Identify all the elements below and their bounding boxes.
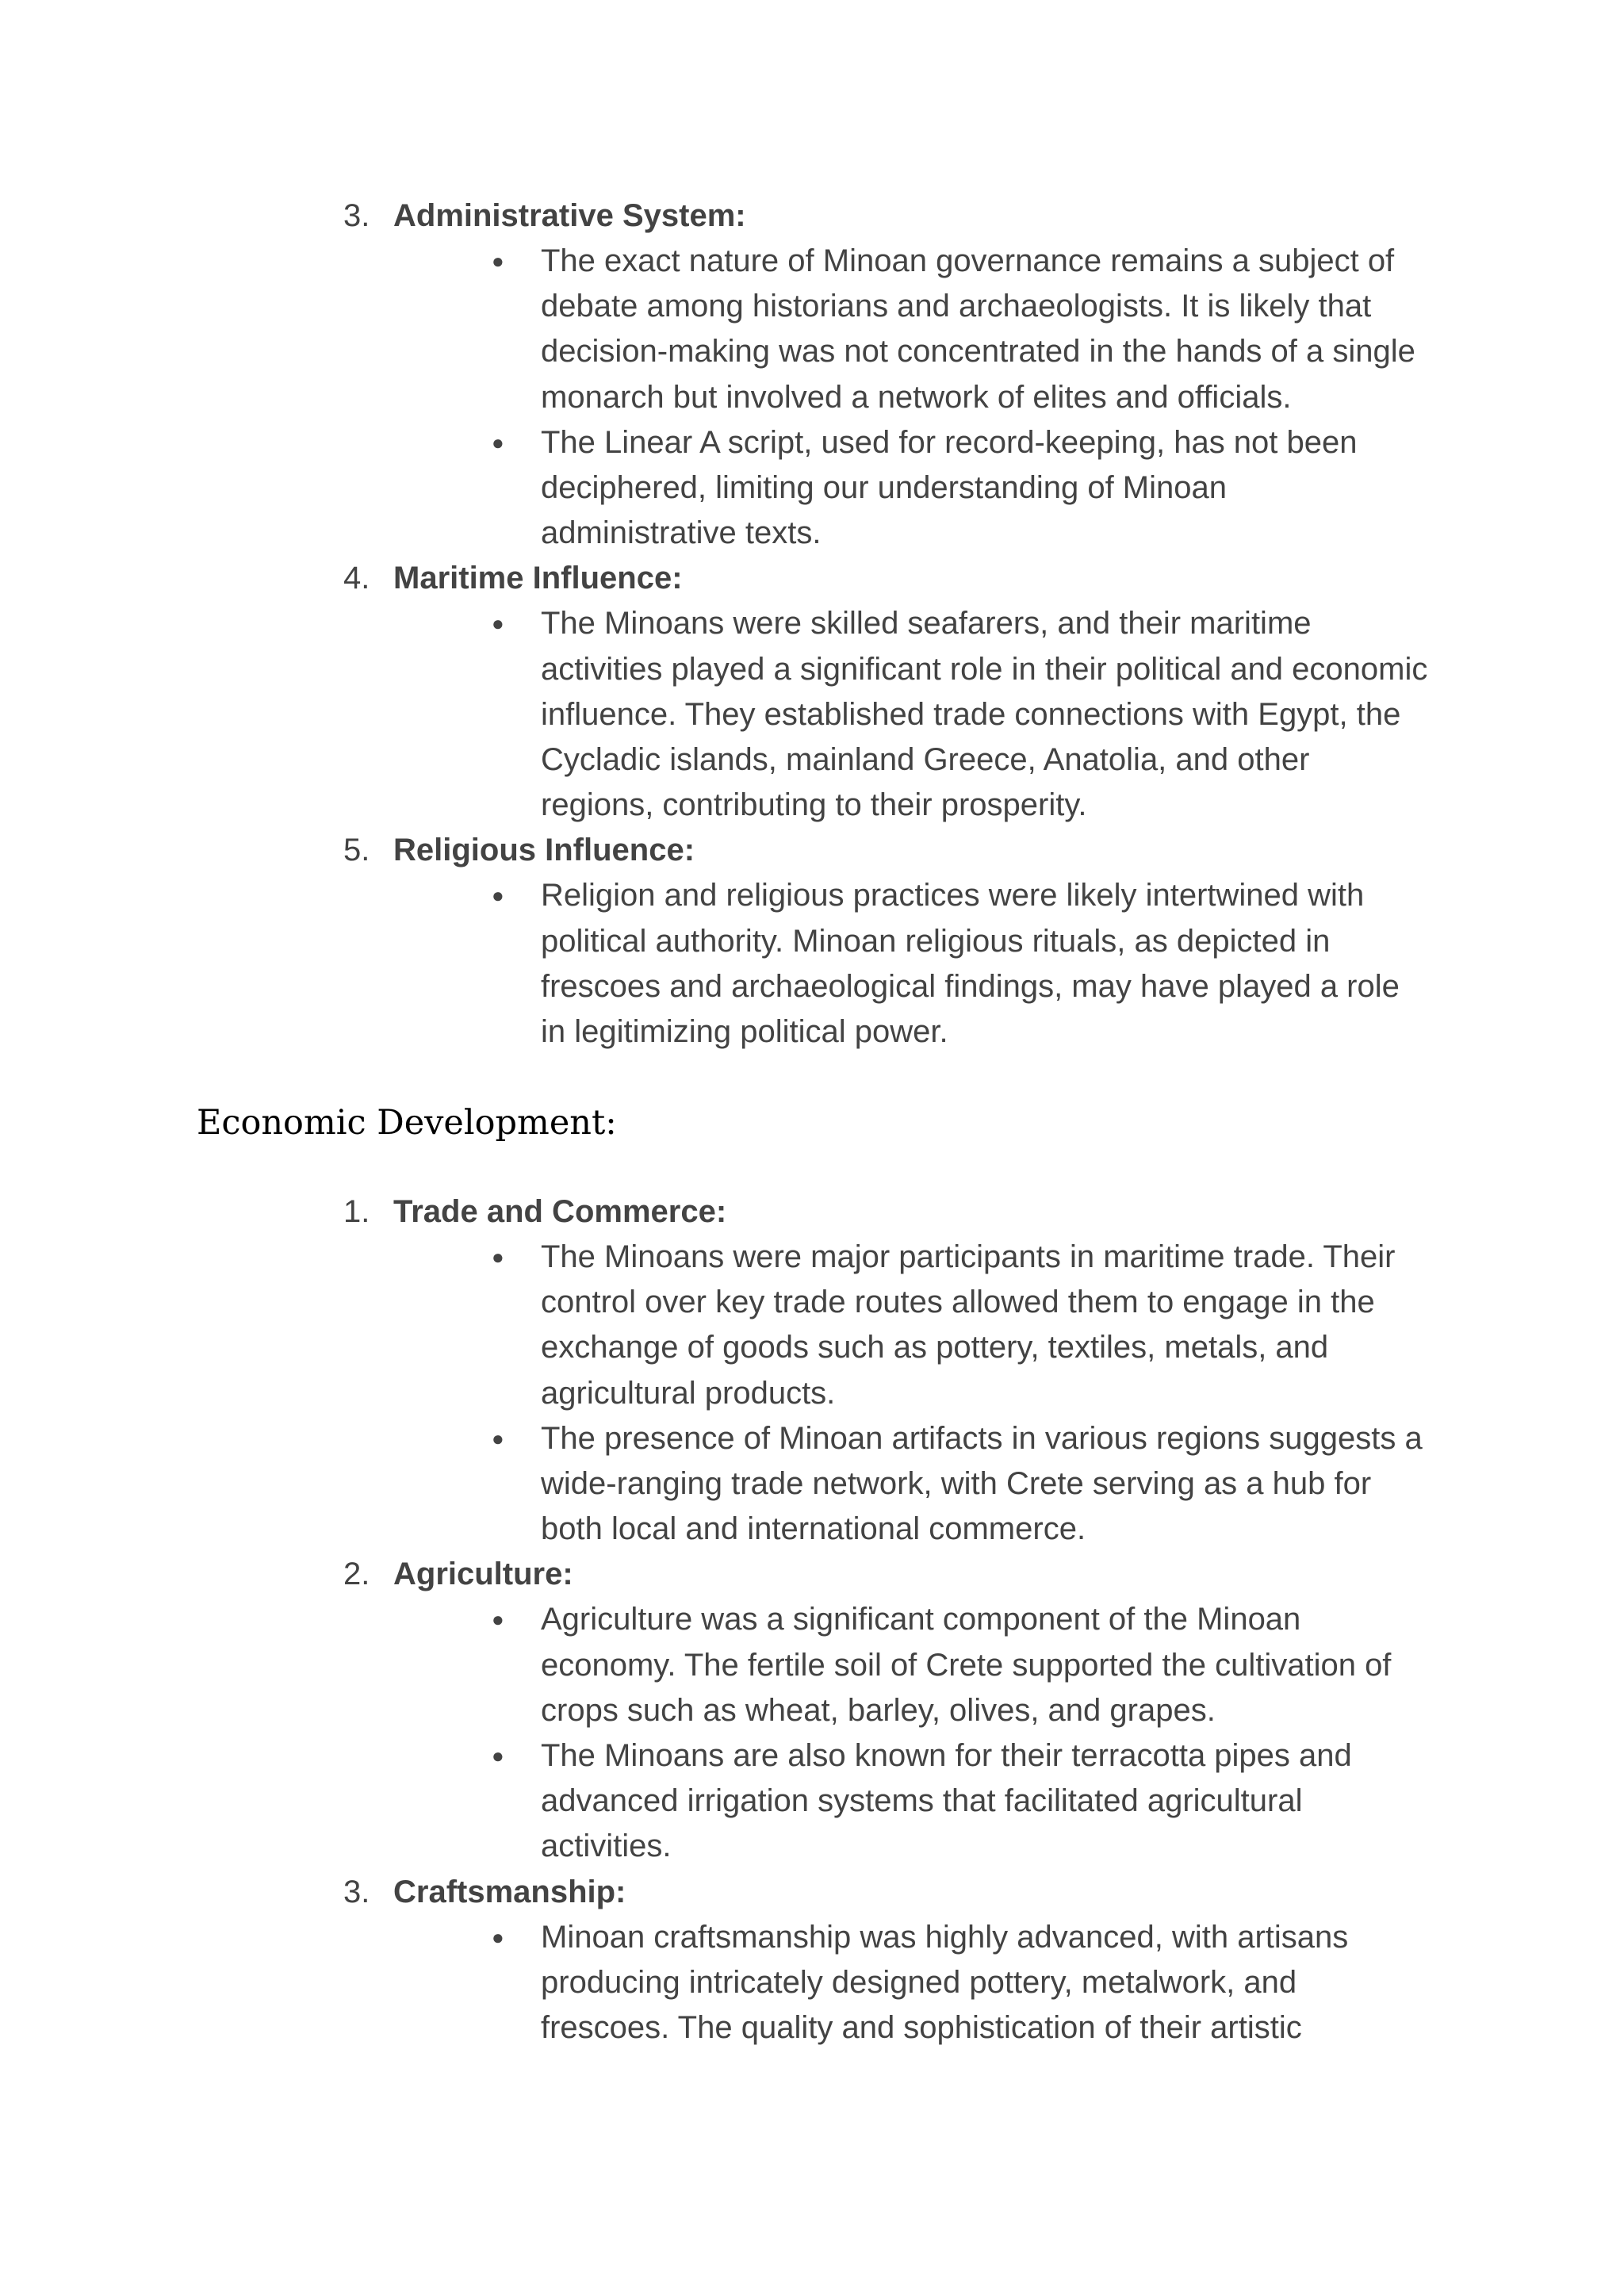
bullet-text: The exact nature of Minoan governance remains a subject of debate among historians and archaeologists. It is likely that decision-making was not concentrated in the hands of a single monarch but involved a network of elites and officials. <box>541 243 1415 415</box>
list-number: 4. <box>343 561 370 596</box>
list-item-title: Agriculture: <box>393 1557 573 1592</box>
bullet-icon: ● <box>492 1426 504 1450</box>
bullet-icon: ● <box>492 249 504 273</box>
list-item-heading <box>0 1870 1624 1915</box>
list-number: 5. <box>343 833 370 868</box>
bullet-point <box>492 239 1429 420</box>
list-number: 2. <box>343 1557 370 1592</box>
list-item-heading <box>0 828 1624 873</box>
bullet-point <box>492 873 1429 1055</box>
bullet-point <box>492 1597 1429 1733</box>
bullet-text: The Minoans were major participants in maritime trade. Their control over key trade routes allowed them to engage in the exchange of goods such as pottery, textiles, metals, and agricultural products. <box>541 1239 1396 1411</box>
list-item-heading <box>0 556 1624 601</box>
bullet-point <box>492 1235 1429 1416</box>
bullet-text: The Minoans are also known for their terracotta pipes and advanced irrigation systems that facilitated agricultural activities. <box>541 1738 1352 1864</box>
list-item-religious-influence <box>0 828 1624 1055</box>
list-item-administrative-system <box>0 193 1624 556</box>
bullet-icon: ● <box>492 611 504 636</box>
list-item-trade-and-commerce <box>0 1189 1624 1552</box>
bullet-text: The Linear A script, used for record-keeping, has not been deciphered, limiting our understanding of Minoan administrative texts. <box>541 424 1358 551</box>
list-item-title: Religious Influence: <box>393 833 695 868</box>
list-item-title: Maritime Influence: <box>393 561 683 596</box>
bullet-point <box>492 1733 1429 1870</box>
list-number: 3. <box>343 198 370 233</box>
list-item-agriculture <box>0 1552 1624 1869</box>
list-item-title: Administrative System: <box>393 198 746 233</box>
list-item-title: Craftsmanship: <box>393 1874 626 1909</box>
economic-list <box>0 1189 1624 2051</box>
bullet-text: Agriculture was a significant component of the Minoan economy. The fertile soil of Crete supported the cultivation of crops such as wheat, barley, olives, and grapes. <box>541 1602 1392 1728</box>
bullet-icon: ● <box>492 883 504 908</box>
bullet-icon: ● <box>492 1245 504 1269</box>
list-item-craftsmanship <box>0 1870 1624 2051</box>
list-number: 1. <box>343 1194 370 1229</box>
bullet-text: The Minoans were skilled seafarers, and their maritime activities played a significant role in their political and economic influence. They established trade connections with Egypt, the Cycladic islands, mainland Greece, Anatolia, and other regions, contributing to their prosperity. <box>541 606 1428 823</box>
political-list <box>0 193 1624 1055</box>
bullet-icon: ● <box>492 1744 504 1768</box>
bullet-icon: ● <box>492 1924 504 1949</box>
bullet-point <box>492 1416 1429 1553</box>
bullet-text: The presence of Minoan artifacts in various regions suggests a wide-ranging trade network, with Crete serving as a hub for both local and international commerce. <box>541 1420 1423 1547</box>
list-item-heading <box>0 1552 1624 1597</box>
section-heading: Economic Development: <box>197 1103 617 1143</box>
bullet-point <box>492 420 1429 557</box>
bullet-point <box>492 1915 1429 2051</box>
bullet-icon: ● <box>492 1607 504 1632</box>
bullet-point <box>492 601 1429 828</box>
bullet-text: Religion and religious practices were likely intertwined with political authority. Minoan religious rituals, as depicted in frescoes and archaeological findings, may have played a role in legitimizing political power. <box>541 878 1400 1050</box>
list-item-maritime-influence <box>0 556 1624 828</box>
list-item-heading <box>0 193 1624 239</box>
list-item-heading <box>0 1189 1624 1235</box>
bullet-icon: ● <box>492 430 504 454</box>
list-number: 3. <box>343 1874 370 1909</box>
bullet-text: Minoan craftsmanship was highly advanced, with artisans producing intricately designed pottery, metalwork, and frescoes. The quality and sophistication of their artistic <box>541 1919 1349 2046</box>
list-item-title: Trade and Commerce: <box>393 1194 727 1229</box>
